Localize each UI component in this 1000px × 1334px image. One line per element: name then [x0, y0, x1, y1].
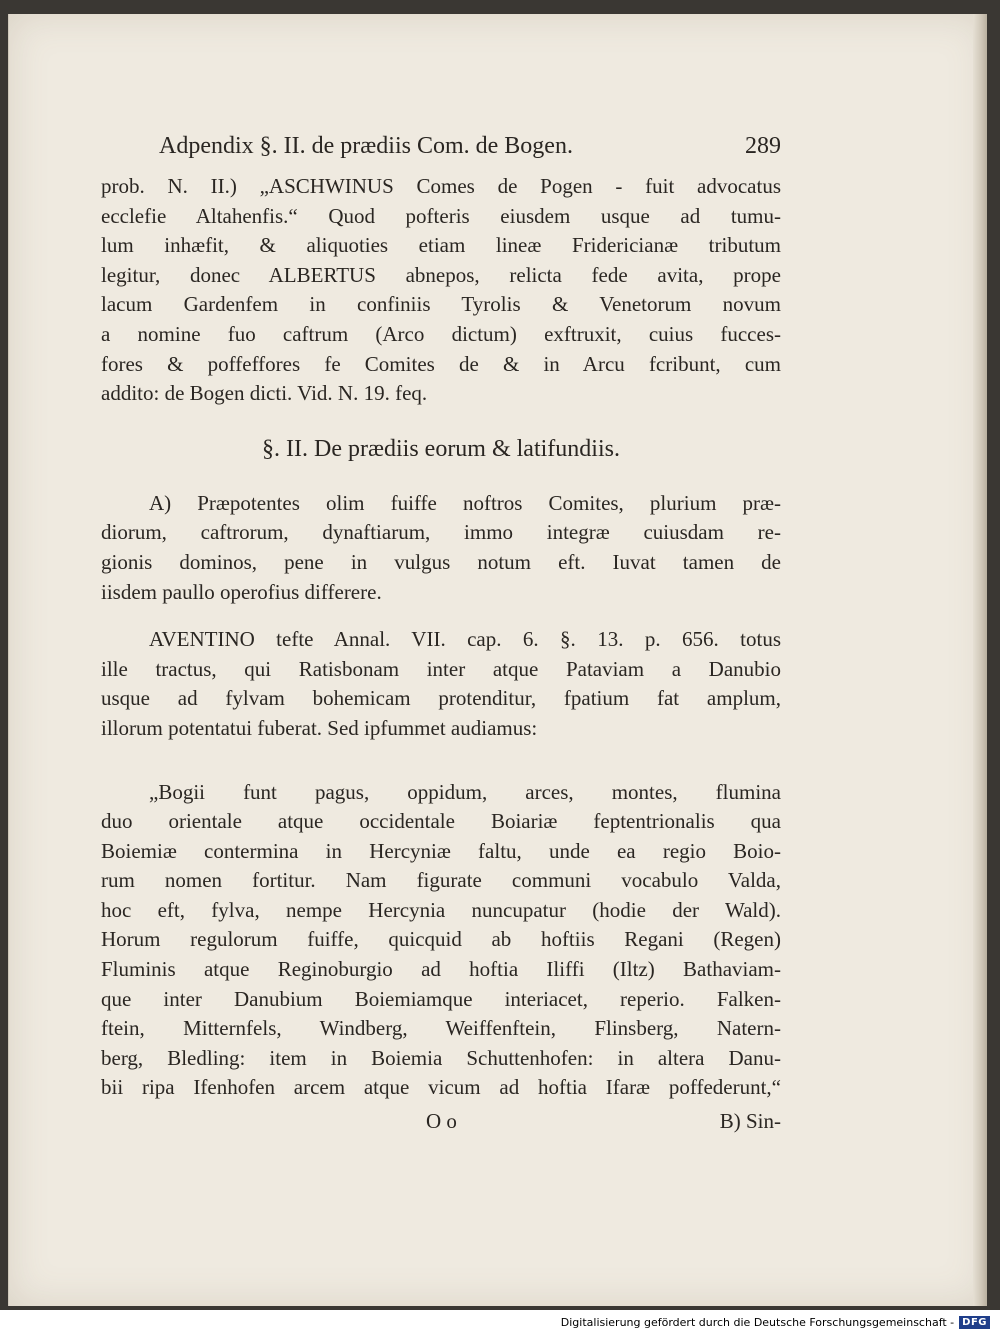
text-line: diorum, caftrorum, dynaftiarum, immo integræ cuiusdam re- [101, 520, 781, 545]
text-line: prob. N. II.) „ASCHWINUS Comes de Pogen - fuit advocatus [101, 174, 781, 198]
paragraph-aventino [101, 625, 781, 743]
dfg-logo: DFG [959, 1316, 990, 1329]
text-line: Boiemiæ contermina in Hercyniæ faltu, unde ea regio Boio- [101, 838, 781, 863]
digitization-credit [0, 1310, 1000, 1334]
text-line: fores & poffeffores fe Comites de & in Arcu fcribunt, cum [101, 351, 781, 376]
running-title: Adpendix §. II. de prædiis Com. de Bogen. [159, 133, 573, 159]
text-line: legitur, donec ALBERTUS abnepos, relicta fede avita, prope [101, 262, 781, 287]
paragraph-a [101, 489, 781, 607]
text-line: rum nomen fortitur. Nam figurate communi vocabulo Valda, [101, 868, 781, 893]
text-line: A) Præpotentes olim fuiffe noftros Comites, plurium præ- [149, 490, 781, 515]
text-line: „Bogii funt pagus, oppidum, arces, montes, flumina [149, 779, 781, 804]
text-line: berg, Bledling: item in Boiemia Schuttenhofen: in altera Danu- [101, 1045, 781, 1070]
page-number: 289 [745, 133, 781, 159]
text-line: usque ad fylvam bohemicam protenditur, fpatium fat amplum, [101, 686, 781, 711]
text-line: lum inhæfit, & aliquoties etiam lineæ Fridericianæ tributum [101, 233, 781, 258]
paragraph-quotation [101, 778, 781, 1104]
page-edge [973, 14, 987, 1306]
text-line: bii ripa Ifenhofen arcem atque vicum ad hoftia Ifaræ poffederunt,“ [101, 1075, 781, 1100]
page-text [101, 120, 781, 1139]
paragraph-continuation [101, 172, 781, 409]
book-page [8, 14, 987, 1306]
text-line: iisdem paullo operofius differere. [101, 579, 382, 604]
catchword: B) Sin- [719, 1109, 781, 1134]
text-line: addito: de Bogen dicti. Vid. N. 19. feq. [101, 381, 428, 406]
running-header [101, 120, 781, 172]
text-line: lacum Gardenfem in confiniis Tyrolis & Venetorum novum [101, 292, 781, 317]
text-line: Horum regulorum fuiffe, quicquid ab hoftiis Regani (Regen) [101, 927, 781, 952]
text-line: duo orientale atque occidentale Boiariæ feptentrionalis qua [101, 809, 781, 834]
text-line: que inter Danubium Boiemiamque interiacet, reperio. Falken- [101, 986, 781, 1011]
text-line: ecclefie Altahenfis.“ Quod pofteris eiusdem usque ad tumu- [101, 203, 781, 228]
text-line: illorum potentatui fuberat. Sed ipfummet audiamus: [101, 715, 538, 740]
page-footer [101, 1103, 781, 1139]
text-line: AVENTINO tefte Annal. VII. cap. 6. §. 13. p. 656. totus [149, 627, 781, 652]
text-line: ftein, Mitternfels, Windberg, Weiffenftein, Flinsberg, Natern- [101, 1016, 781, 1041]
text-line: Fluminis atque Reginoburgio ad hoftia Iliffi (Iltz) Bathaviam- [101, 957, 781, 982]
credit-text: Digitalisierung gefördert durch die Deutsche Forschungsgemeinschaft - [560, 1315, 955, 1329]
text-line: hoc eft, fylva, nempe Hercynia nuncupatur (hodie der Wald). [101, 897, 781, 922]
text-line: a nomine fuo caftrum (Arco dictum) exftruxit, cuius fucces- [101, 321, 781, 346]
text-line: ille tractus, qui Ratisbonam inter atque Pataviam a Danubio [101, 656, 781, 681]
section-heading: §. II. De prædiis eorum & latifundiis. [262, 435, 620, 462]
signature-mark: O o [426, 1109, 457, 1134]
text-line: gionis dominos, pene in vulgus notum eft. Iuvat tamen de [101, 549, 781, 574]
